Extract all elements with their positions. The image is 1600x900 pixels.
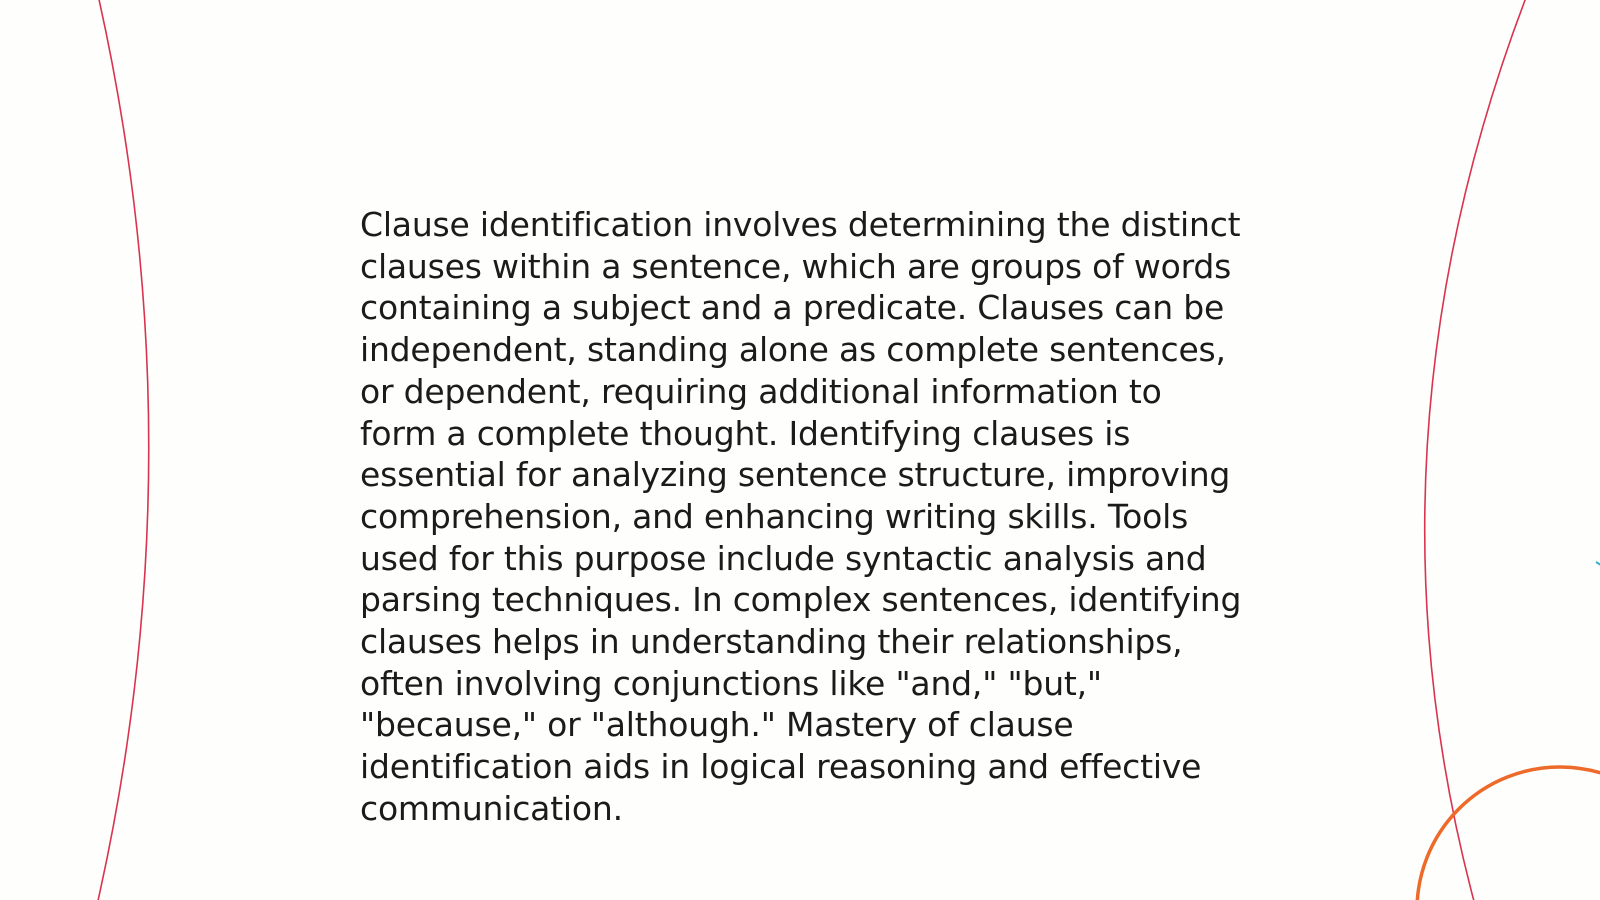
body-paragraph: Clause identification involves determining the distinct clauses within a sentence, which are groups of words containing a subject and a predicate. Clauses can be independent, standing alone as complete sentences, or dependent, requiring additional information to form a complete thought. Identifying clauses is essential for analyzing sentence structure, improving comprehension, and enhancing writing skills. Tools used for this purpose include syntactic analysis and parsing techniques. In complex sentences, identifying clauses helps in understanding their relationships, often involving conjunctions like "and," "but," "because," or "although." Mastery of clause identification aids in logical reasoning and effective communication. [360,205,1242,828]
right-curve-line [1425,0,1527,900]
left-curve-line [97,0,149,900]
orange-accent-arc [1417,767,1600,900]
teal-accent-mark [1596,562,1600,565]
